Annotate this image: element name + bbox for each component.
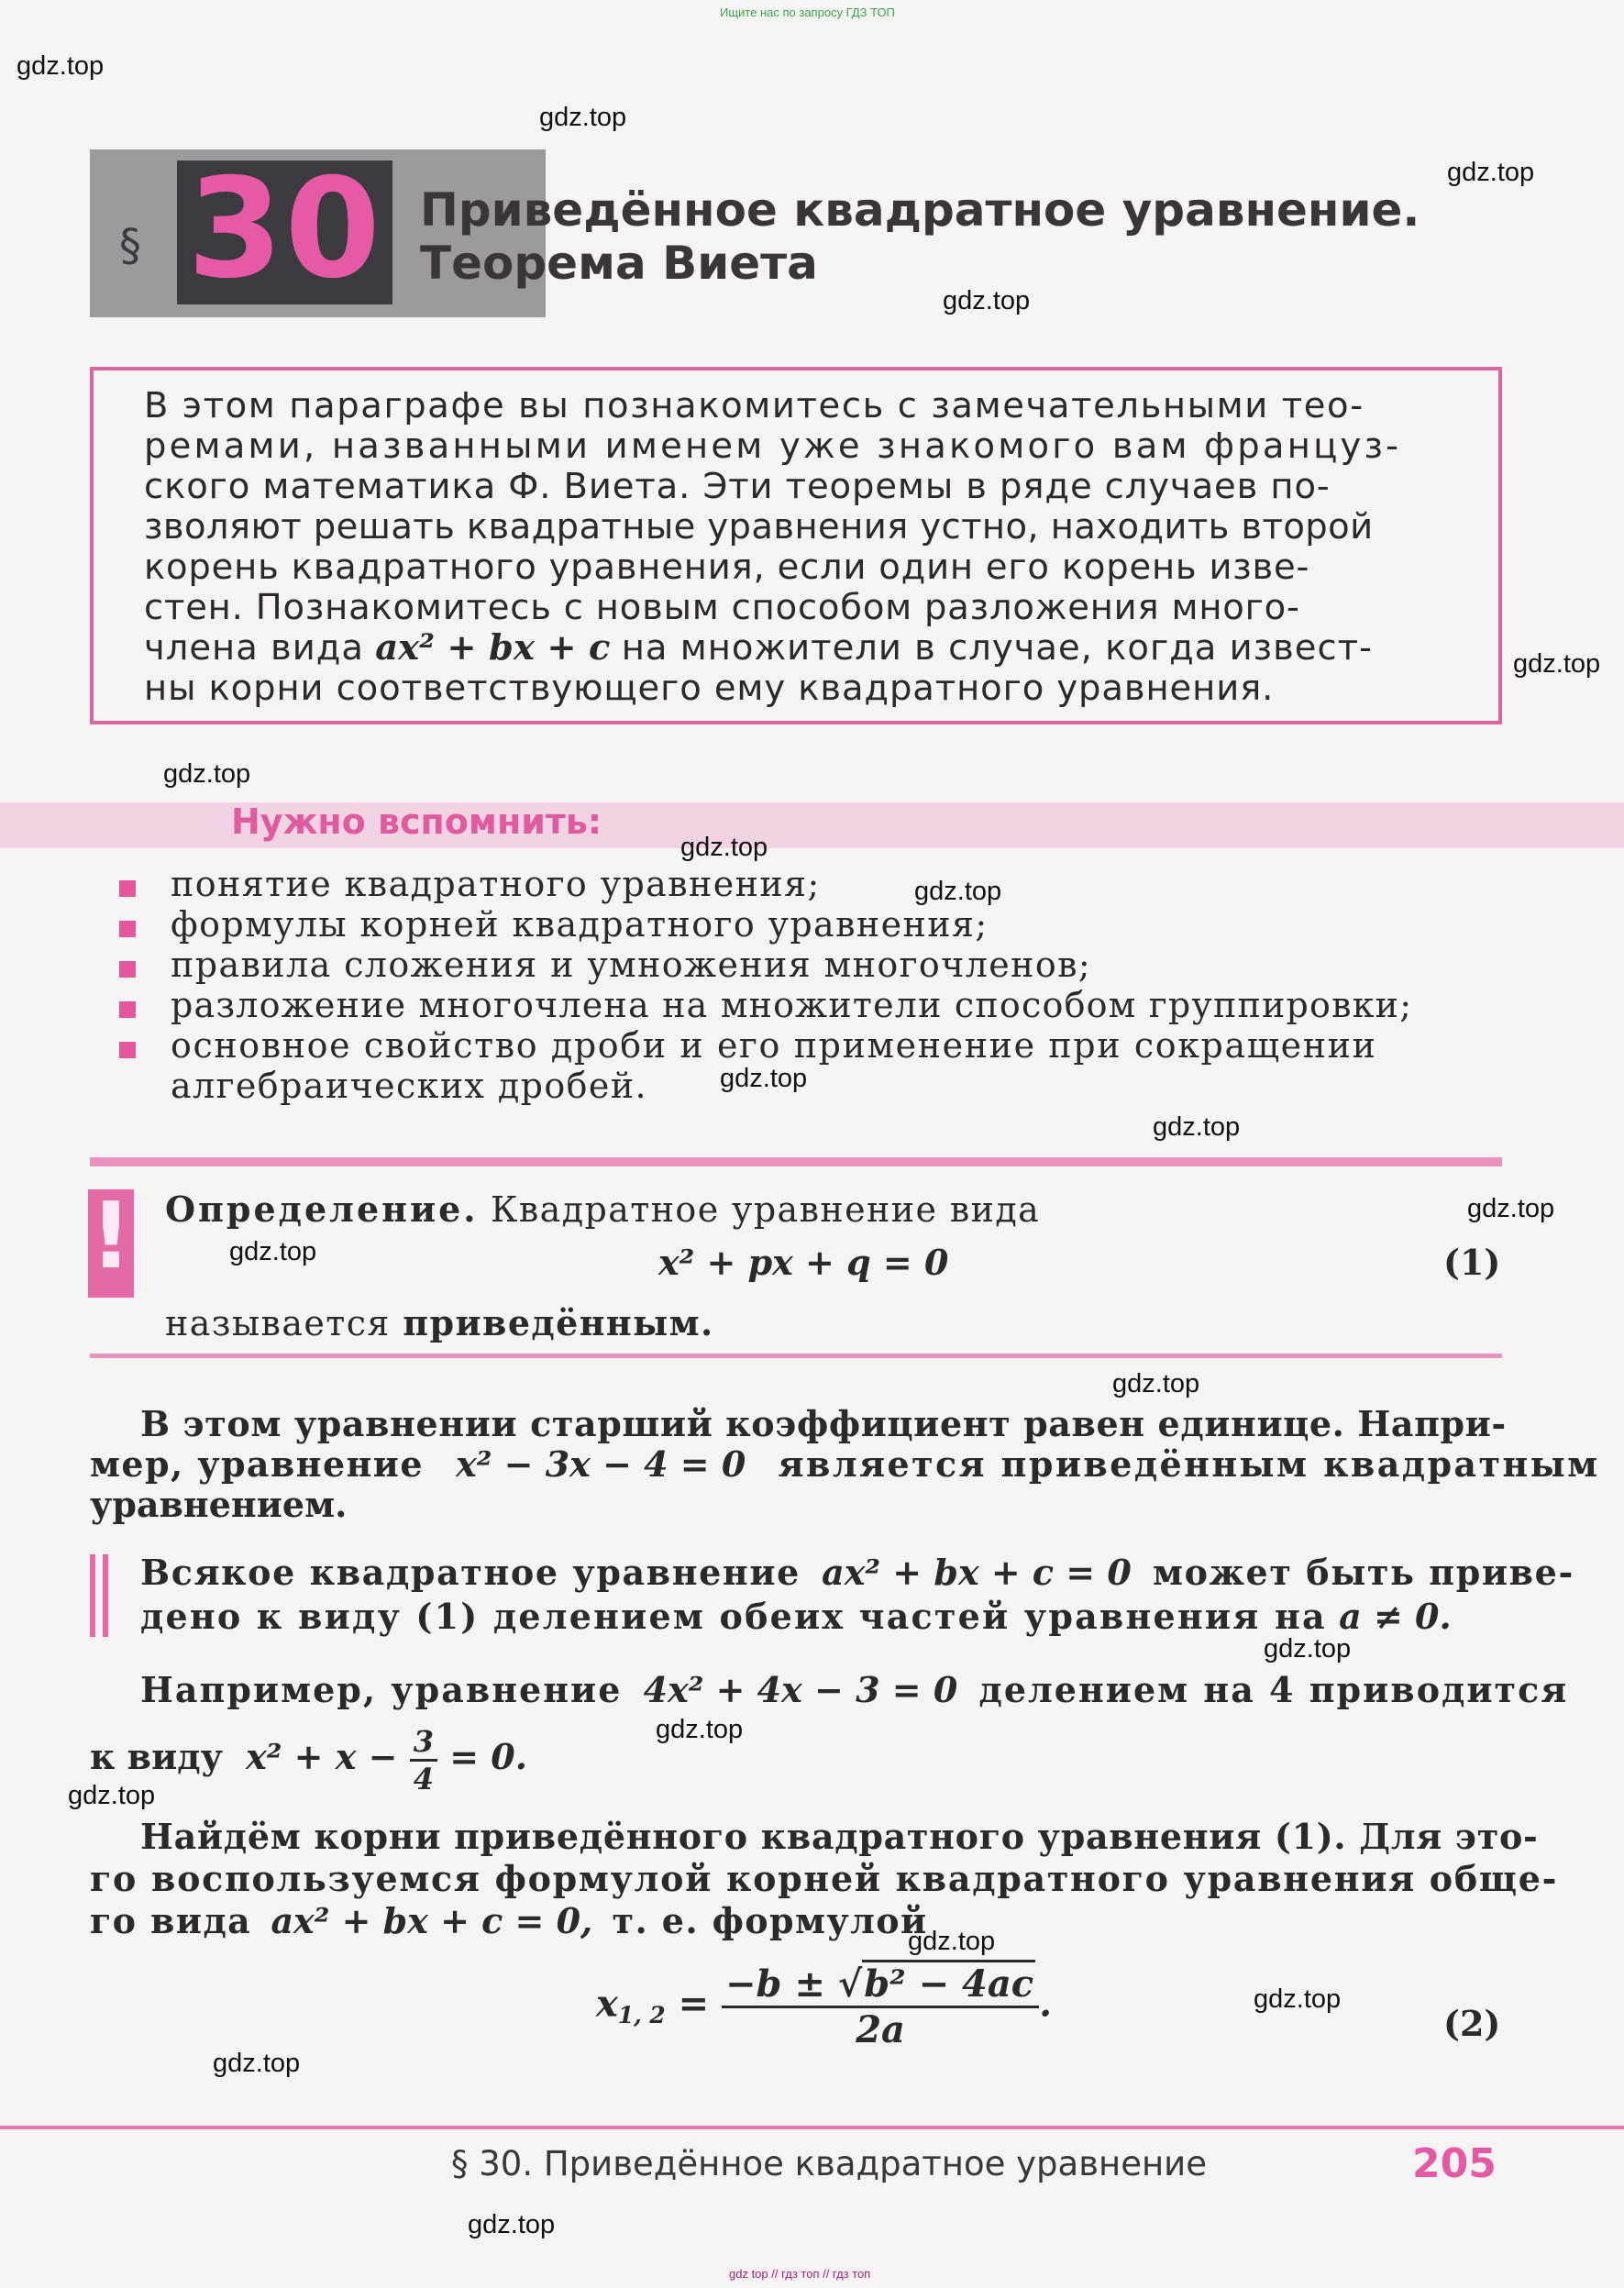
inline-equation: ax² + bx + c = 0, [271, 1900, 593, 1941]
intro-line: ны корни соответствующего ему квадратного уравнения. [144, 668, 1275, 709]
section-title-line2: Теорема Виета [420, 237, 818, 290]
fraction-numerator: 3 [410, 1724, 437, 1762]
watermark: gdz.top [68, 1781, 156, 1810]
formula-numerator [722, 1962, 1039, 2008]
paragraph-line [90, 1443, 1600, 1485]
watermark: gdz.top [720, 1064, 808, 1093]
formula-subscript: 1, 2 [617, 2001, 666, 2028]
footer-rule [0, 2126, 1624, 2129]
intro-line: зволяют решать квадратные уравнения устно, находить второй [144, 506, 1374, 547]
exclamation-mark: ! [90, 1182, 132, 1289]
definition-top-bar [90, 1157, 1502, 1166]
watermark: gdz.top [1513, 649, 1601, 679]
paragraph-line: го воспользуемся формулой корней квадратного уравнения обще- [90, 1858, 1559, 1899]
paragraph-line: уравнением. [90, 1484, 348, 1525]
section-number: 30 [187, 149, 382, 309]
list-item: основное свойство дроби и его применение при сокращении [171, 1025, 1377, 1066]
inline-equation: ax² + bx + c = 0 [822, 1552, 1132, 1593]
list-item: алгебраических дробей. [171, 1066, 648, 1106]
definition-bottom-bar [90, 1354, 1502, 1358]
definition-equation: x² + px + q = 0 [658, 1242, 949, 1283]
list-item: правила сложения и умножения многочленов; [171, 945, 1092, 985]
fraction-denominator: 4 [413, 1762, 434, 1796]
watermark: gdz.top [1447, 158, 1535, 187]
watermark: gdz.top [163, 759, 251, 789]
page-number: 205 [1412, 2140, 1497, 2187]
intro-line-part: на множители в случае, когда извест- [621, 627, 1373, 669]
paragraph-part: Например, уравнение [140, 1669, 623, 1710]
section-symbol: § [119, 220, 141, 271]
paragraph-part: является приведённым квадратным [778, 1443, 1600, 1485]
watermark: gdz.top [229, 1237, 317, 1266]
definition-line3 [165, 1302, 714, 1343]
inline-equation: a ≠ 0. [1339, 1596, 1452, 1637]
paragraph-line [90, 1900, 928, 1941]
bullet-icon [119, 1001, 136, 1018]
formula-lhs: x [596, 1982, 618, 2026]
watermark: gdz.top [539, 103, 627, 132]
watermark: gdz.top [1112, 1369, 1200, 1398]
inline-equation: x² − 3x − 4 = 0 [456, 1443, 746, 1485]
definition-prefix: Определение. [165, 1188, 479, 1230]
intro-line-part: члена вида [144, 627, 364, 669]
paragraph-part: дено к виду (1) делением обеих частей уравнения на [140, 1596, 1327, 1637]
watermark: gdz.top [1264, 1634, 1352, 1663]
paragraph-line: В этом уравнении старший коэффициент равен единице. Напри- [140, 1403, 1507, 1444]
top-notice: Ищите нас по запросу ГДЗ ТОП [720, 6, 895, 19]
inline-equation: = 0. [449, 1736, 527, 1777]
quadratic-formula: $x_{1, 2}$ = $\frac{\text{−b ± √b² − 4ac}}{2a}$ . [596, 1962, 1052, 2051]
equation-number: (2) [1443, 2003, 1501, 2044]
watermark: gdz.top [1467, 1194, 1555, 1223]
formula-radicand: b² − 4ac [862, 1960, 1035, 2006]
watermark: gdz.top [908, 1927, 996, 1956]
watermark: gdz.top [213, 2049, 301, 2078]
watermark: gdz.top [680, 833, 768, 862]
paragraph-part: т. е. формулой [612, 1900, 928, 1941]
watermark: gdz.top [656, 1715, 744, 1744]
paragraph-part: мер, уравнение [90, 1443, 424, 1485]
bullet-icon [119, 961, 136, 978]
paragraph-line [140, 1669, 1568, 1710]
watermark: gdz.top [468, 2210, 556, 2239]
definition-text: называется [165, 1303, 391, 1343]
watermark: gdz.top [17, 51, 105, 81]
definition-text: Квадратное уравнение вида [491, 1189, 1041, 1230]
equation-number: (1) [1443, 1242, 1501, 1283]
formula-denominator: 2a [856, 2008, 905, 2051]
watermark: gdz.top [943, 286, 1031, 315]
intro-formula: ax² + bx + c [375, 627, 611, 669]
definition-line1 [165, 1188, 1040, 1230]
bullet-icon [119, 1042, 136, 1058]
intro-line: В этом параграфе вы познакомитесь с замечательными тео- [144, 385, 1364, 426]
watermark: gdz.top [914, 877, 1002, 906]
watermark: gdz.top [1254, 1984, 1342, 2014]
intro-line: ского математика Ф. Виета. Эти теоремы в ряде случаев по- [144, 466, 1331, 507]
paragraph-part: го вида [90, 1900, 252, 1941]
bullet-icon [119, 921, 136, 937]
paragraph-line [140, 1552, 1574, 1593]
paragraph-line: Найдём корни приведённого квадратного уравнения (1). Для это- [140, 1816, 1539, 1857]
paragraph-part: делением на 4 приводится [978, 1669, 1569, 1710]
definition-term: приведённым. [403, 1302, 714, 1343]
bottom-notice: gdz top // гдз топ // гдз топ [729, 2267, 871, 2281]
formula-numerator-part: −b ± [725, 1962, 825, 2006]
list-item: формулы корней квадратного уравнения; [171, 904, 989, 945]
watermark: gdz.top [1153, 1112, 1241, 1142]
bullet-icon [119, 880, 136, 897]
intro-line [144, 627, 1373, 669]
fraction [410, 1724, 437, 1796]
remember-title: Нужно вспомнить: [231, 801, 602, 842]
rule-bar [90, 1554, 95, 1637]
footer-section-title: § 30. Приведённое квадратное уравнение [451, 2144, 1207, 2183]
list-item: понятие квадратного уравнения; [171, 864, 821, 904]
rule-bar [103, 1554, 108, 1637]
paragraph-part: может быть приве- [1153, 1552, 1574, 1593]
sqrt-icon: √ [837, 1962, 863, 2006]
inline-equation: x² + x − [246, 1736, 398, 1777]
formula-fraction [722, 1962, 1039, 2051]
section-title-line1: Приведённое квадратное уравнение. [420, 183, 1420, 237]
intro-line: ремами, названными именем уже знакомого вам француз- [144, 426, 1402, 467]
paragraph-line [140, 1596, 1452, 1637]
paragraph-part: к виду [90, 1736, 223, 1777]
intro-line: корень квадратного уравнения, если один его корень изве- [144, 547, 1310, 588]
paragraph-line [90, 1724, 527, 1796]
intro-line: стен. Познакомитесь с новым способом разложения много- [144, 587, 1300, 628]
paragraph-part: Всякое квадратное уравнение [140, 1552, 801, 1593]
inline-equation: 4x² + 4x − 3 = 0 [643, 1669, 958, 1710]
list-item: разложение многочлена на множители способом группировки; [171, 985, 1413, 1025]
